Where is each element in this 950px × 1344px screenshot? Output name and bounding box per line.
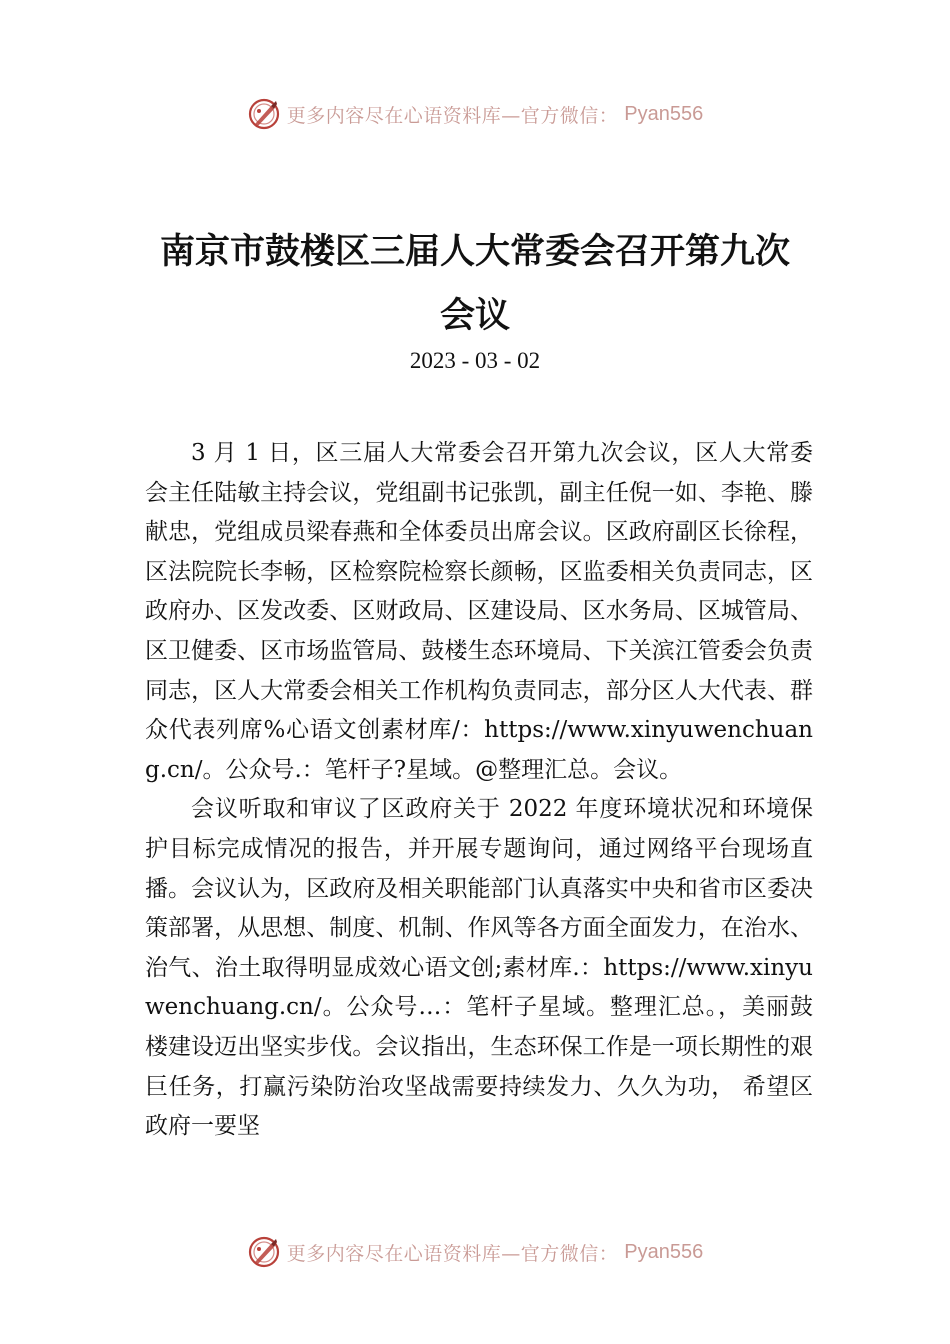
footer-promo-text: 更多内容尽在心语资料库—官方微信： <box>286 1242 619 1265</box>
article-body <box>145 434 813 1147</box>
header-wechat-id: Pyan556 <box>624 102 704 125</box>
article-paragraph: 3 月 1 日，区三届人大常委会召开第九次会议，区人大常委会主任陆敏主持会议，党组副书记张凯，副主任倪一如、李艳、滕献忠，党组成员梁春燕和全体委员出席会议。区政府副区长徐程，区法院院长李畅，区检察院检察长颜畅，区监委相关负责同志，区政府办、区发改委、区财政局、区建设局、区水务局、区城管局、区卫健委、区市场监管局、鼓楼生态环境局、下关滨江管委会负责同志，区人大常委会相关工作机构负责同志，部分区人大代表、群众代表列席%心语文创素材库/：https://www.xinyuwenchuang.cn/。公众号.：笔杆子?星域。@整理汇总。会议。 <box>145 440 813 783</box>
quill-pen-logo-icon <box>247 1235 281 1269</box>
article-date: 2023 - 03 - 02 <box>409 348 541 373</box>
quill-pen-logo-icon <box>247 97 281 131</box>
header-banner <box>0 94 950 134</box>
article-title: 南京市鼓楼区三届人大常委会召开第九次会议 <box>159 231 790 336</box>
footer-wechat-id: Pyan556 <box>624 1240 704 1263</box>
header-promo-text: 更多内容尽在心语资料库—官方微信： <box>286 104 619 127</box>
footer-banner <box>0 1232 950 1272</box>
article-paragraph: 会议听取和审议了区政府关于 2022 年度环境状况和环境保护目标完成情况的报告，并开展专题询问，通过网络平台现场直播。会议认为，区政府及相关职能部门认真落实中央和省市区委决策部署，从思想、制度、机制、作风等各方面全面发力，在治水、治气、治土取得明显成效心语文创;素材库.：https://www.xinyuwenchuang.cn/。公众号…：笔杆子星域。整理汇总。，美丽鼓楼建设迈出坚实步伐。会议指出，生态环保工作是一项长期性的艰巨任务，打赢污染防治攻坚战需要持续发力、久久为功， 希望区政府一要坚 <box>145 796 813 1140</box>
